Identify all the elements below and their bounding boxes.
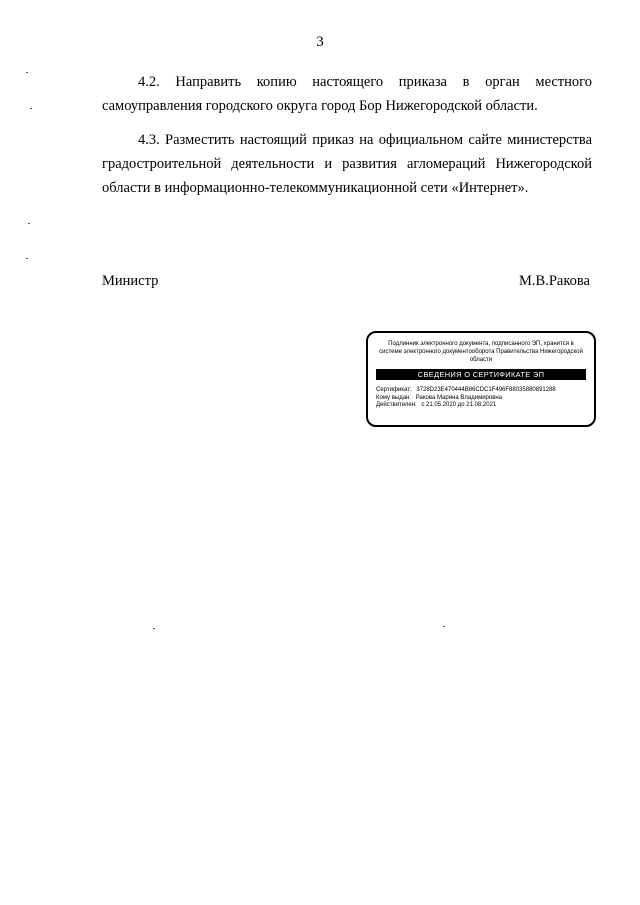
stamp-header: Подлинник электронного документа, подписанного ЭП, хранится в системе электронного документооборота Правительства Нижегородской области (379, 341, 583, 363)
owner-label: Кому выдан: (376, 394, 412, 401)
scan-mark (28, 223, 30, 224)
stamp-certificate-bar: СВЕДЕНИЯ О СЕРТИФИКАТЕ ЭП (376, 369, 586, 380)
scan-mark (30, 108, 32, 109)
signatory-title: Министр (102, 273, 159, 289)
signatory-name: М.В.Ракова (519, 273, 590, 289)
electronic-signature-stamp (366, 331, 596, 427)
owner-value: Ракова Марина Владимировна (415, 394, 503, 401)
page-number: 3 (316, 34, 324, 50)
stamp-details (376, 387, 586, 410)
scan-mark (26, 72, 28, 73)
certificate-value: 3728D23E470444B86CDC1F496F88035880891288 (416, 387, 556, 393)
validity-value: с 21.05.2020 до 21.08.2021 (421, 402, 497, 408)
stamp-certificate-row (376, 387, 586, 395)
validity-label: Действителен: (376, 402, 417, 408)
paragraph-4-2: 4.2. Направить копию настоящего приказа в орган местного самоуправления городского округа город Бор Нижегородской области. (102, 74, 592, 114)
certificate-label: Сертификат: (376, 387, 412, 393)
stamp-owner-row (376, 395, 586, 403)
scan-mark (443, 626, 445, 627)
scan-mark (26, 258, 28, 259)
stamp-validity-row (376, 402, 586, 410)
scan-mark (153, 628, 155, 629)
paragraph-4-3: 4.3. Разместить настоящий приказ на официальном сайте министерства градостроительной деятельности и развития агломераций Нижегородской области в информационно-телекоммуникационной сети «Интернет». (102, 132, 592, 196)
